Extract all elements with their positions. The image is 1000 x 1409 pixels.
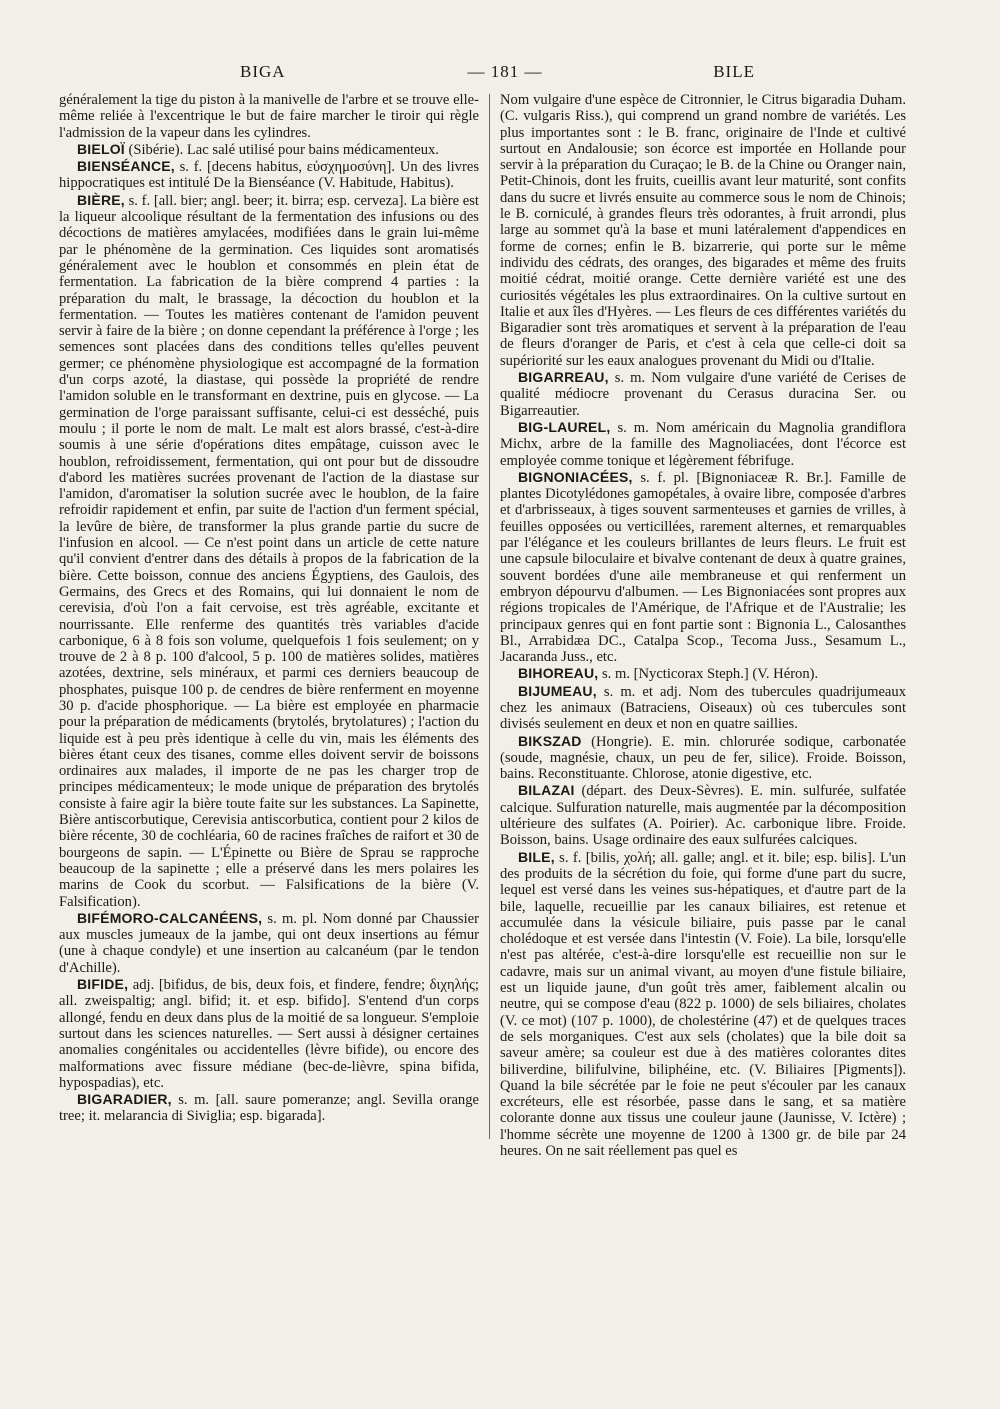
entry-headword: BIELOÏ [77, 140, 125, 157]
entry-text: s. m. Nom américain du Magnolia grandiflora Michx, arbre de la famille des Magnoliacées, dont l'écorce est employée comme tonique et légèrement fébrifuge. [500, 419, 906, 469]
entry-text: s. m. et adj. Nom des tubercules quadrijumeaux chez les animaux (Batraciens, Oiseaux) où ces tubercules sont divisés seulement en deux et non en quatre saillies. [500, 683, 906, 733]
entry-text: s. m. pl. Nom donné par Chaussier aux muscles jumeaux de la jambe, qui ont deux insertions au fémur (une à chaque condyle) et une insertion au calcanéum (par le tendon d'Achille). [59, 910, 479, 976]
entry-text: (Sibérie). Lac salé utilisé pour bains médicamenteux. [124, 141, 439, 158]
entry-headword: BIGARADIER, [77, 1091, 172, 1108]
entry-headword: BIKSZAD [518, 732, 582, 749]
dictionary-entry [59, 910, 479, 976]
dictionary-entry [59, 976, 479, 1091]
entry-headword: BIGARREAU, [518, 369, 609, 386]
entry-continuation [500, 92, 906, 369]
entry-text: s. f. pl. [Bignoniaceæ R. Br.]. Famille de plantes Dicotylédones gamopétales, à ovaire libre, composée d'arbres et d'arbrisseaux, à tiges souvent sarmenteuses et garnies de vrilles, à feuilles opposées ou verticillées, rarement alternes, et remarquables par l'élégance et les couleurs brillantes de leurs fleurs. Le fruit est une capsule biloculaire et bivalve contenant de deux à quatre graines, souvent bordées d'une aile membraneuse et qui renferment un embryon dépourvu d'albumen. — Les Bignoniacées sont propres aux régions tropicales de l'Amérique, de l'Afrique et de l'Australie; les principaux genres qui en font partie sont : Bignonia L., Calosanthes Bl., Arrabidæa DC., Catalpa Scop., Tecoma Juss., Sesamum L., Jacaranda Juss., etc. [500, 469, 906, 666]
entry-text: s. m. [all. saure pomeranze; angl. Sevilla orange tree; it. melarancia di Siviglia; esp. bigarada]. [59, 1092, 479, 1125]
entry-headword: BIG-LAUREL, [518, 418, 611, 435]
entry-headword: BILE, [518, 848, 555, 865]
dictionary-entry [59, 141, 479, 158]
entry-headword: BIJUMEAU, [518, 682, 597, 699]
entry-text: s. f. [decens habitus, εὐσχημοσύνη]. Un des livres hippocratiques est intitulé De la Bienséance (V. Habitude, Habitus). [59, 159, 479, 192]
dictionary-entry [59, 192, 479, 910]
dictionary-entry [500, 733, 906, 783]
entry-text: (départ. des Deux-Sèvres). E. min. sulfurée, sulfatée calcique. Sulfuration naturelle, mais augmentée par la décomposition ultérieure des sulfates (A. Poirier). Ac. carbonique libre. Froide. Boisson, bains. Usage ordinaire des eaux sulfurées calciques. [500, 783, 906, 849]
entry-headword: BIFIDE, [77, 976, 129, 993]
header-left-guide-word: BIGA [240, 62, 286, 81]
running-header [60, 62, 940, 88]
entry-headword: BIFÉMORO-CALCANÉENS, [77, 909, 263, 926]
dictionary-entry [59, 1091, 479, 1125]
entry-text: s. f. [bilis, χολή; all. galle; angl. et it. bile; esp. bilis]. L'un des produits de la sécrétion du foie, qui forme d'une part du sucre, lequel est versé dans les veines sus-hépatiques, et d'autre part de la bile, laquelle, recueillie par les canaux biliaires, est retenue et accumulée dans la vésicule biliaire, puis passe par le canal cholédoque et est versée dans l'intestin (V. Foie). La bile, lorsqu'elle n'est pas altérée, c'est-à-dire lorsqu'elle est recueillie non sur le cadavre, mais sur un animal vivant, au moyen d'une fistule biliaire, est un liquide jaune, d'un goût très amer, faiblement alcalin ou neutre, qui se compose d'eau (822 p. 1000) de sels biliaires, cholates (V. ce mot) (107 p. 1000), de cholestérine (47) et de quelques traces de sels morganiques. C'est aux sels (cholates) que la bile doit sa saveur amère; sa couleur est due à des matières colorantes dites biliverdine, bilifulvine, biliphéine, etc. (V. Biliaires [Pigments]). Quand la bile sécrétée par le foie ne peut s'écouler par les canaux excréteurs, elle est résorbée, passe dans le sang, et sa matière colorante donne aux tissus une couleur jaune (Jaunisse, V. Ictère) ; l'homme sécrète une moyenne de 1200 à 1300 gr. de bile par 24 heures. On ne sait réellement pas quel es [500, 849, 906, 1159]
entry-headword: BIGNONIACÉES, [518, 468, 633, 485]
entry-text: généralement la tige du piston à la manivelle de l'arbre et se trouve elle-même reliée à l'excentrique le but de faire marcher le tiroir qui règle l'admission de la vapeur dans les cylindres. [59, 92, 479, 141]
dictionary-entry [500, 849, 906, 1160]
dictionary-entry [59, 158, 479, 192]
dictionary-entry [500, 469, 906, 666]
entry-text: s. m. Nom vulgaire d'une variété de Cerises de qualité médiocre provenant du Cerasus duracina Ser. ou Bigarreautier. [500, 370, 906, 419]
entry-text: s. m. [Nycticorax Steph.] (V. Héron). [598, 666, 819, 683]
column-divider [489, 94, 490, 1139]
right-column [500, 92, 906, 1409]
entry-headword: BIHOREAU, [518, 665, 599, 682]
dictionary-entry [500, 782, 906, 848]
dictionary-entry [500, 369, 906, 419]
entry-text: (Hongrie). E. min. chlorurée sodique, carbonatée (soude, magnésie, chaux, un peu de fer, silice). Froide. Boisson, bains. Reconstituante. Chlorose, atonie digestive, etc. [500, 733, 906, 783]
entry-headword: BIÈRE, [77, 191, 125, 208]
entry-text: adj. [bifidus, de bis, deux fois, et findere, fendre; διχηλής; all. zweispaltig; angl. bifid; it. et esp. bifido]. S'entend d'un corps allongé, fendu en deux dans plus de la moitié de sa longueur. S'emploie surtout dans les sciences naturelles. — Sert aussi à désigner certaines anomalies congénitales ou accidentelles (lèvre bifide), ou encore des malformations avec fissure médiane (bec-de-lièvre, spina bifida, hypospadias), etc. [59, 977, 479, 1091]
entry-text: Nom vulgaire d'une espèce de Citronnier, le Citrus bigaradia Duham. (C. vulgaris Riss.), qui comprend un grand nombre de variétés. Les plus importantes sont : le B. franc, originaire de l'Inde et cultivé surtout en Andalousie; son écorce est importée en Hollande pour servir à la préparation du Curaçao; le B. de la Chine ou Oranger nain, Petit-Chinois, dont les fruits, cueillis avant leur maturité, sont confits dans du sucre et livrés ensuite au commerce sous le nom de Chinois; le B. corniculé, à grandes fleurs très odorantes, à fruit arrondi, plus large au sommet qu'à la base et muni latéralement d'appendices en forme de cornes; enfin le B. bizarrerie, qui porte sur le même individu des cédrats, des oranges, des bigarades et même des fruits moitié cédrat, moitié orange. Cette dernière variété est une des curiosités végétales les plus extraordinaires. On la cultive surtout en Italie et aux îles d'Hyères. — Les fleurs de ces différentes variétés du Bigaradier sont très aromatiques et servent à la préparation de l'eau de fleurs d'oranger de Paris, et c'est à cela que celle-ci doit sa supériorité sur les eaux analogues provenant du Midi ou d'Italie. [500, 92, 906, 369]
dictionary-entry [500, 419, 906, 469]
entry-headword: BIENSÉANCE, [77, 158, 175, 175]
page-number: — 181 — [467, 62, 543, 81]
header-right-guide-word: BILE [713, 62, 755, 81]
entry-continuation [59, 92, 479, 141]
entry-text: s. f. [all. bier; angl. beer; it. birra; esp. cerveza]. La bière est la liqueur alcoolique résultant de la fermentation des infusions ou des décoctions de matières amylacées, modifiées dans le grain lui-même par le phénomène de la germination. Ces liquides sont aromatisés généralement avec le houblon et consommés en plein état de fermentation. La fabrication de la bière comprend 4 parties : la préparation du malt, le brassage, la décoction du houblon et la fermentation. — Toutes les matières contenant de l'amidon peuvent servir à faire de la bière ; on donne cependant la préférence à l'orge ; les semences sont placées dans des conditions telles qu'elles peuvent germer; ce phénomène physiologique est accompagné de la formation d'un corps azoté, la diastase, qui possède la propriété de rendre l'amidon soluble en le transformant en dextrine, puis en glycose. — La germination de l'orge paraissant suffisante, celui-ci est desséché, puis moulu ; il porte le nom de malt. Le malt est alors brassé, c'est-à-dire soumis à une série d'opérations dites empâtage, cuisson avec le houblon, refroidissement, fermentation, qui ont pour but de dissoudre d'abord les matières sucrées provenant de l'action de la diastase sur l'amidon, d'aromatiser la solution sucrée avec le houblon, de la faire refroidir rapidement et enfin, par suite de l'action d'un ferment spécial, la levûre de bière, de transformer la plus grande partie du sucre de l'infusion en alcool. — Ce n'est point dans un article de cette nature qu'il convient d'entrer dans des détails à propos de la fabrication de la bière. Cette boisson, connue des anciens Égyptiens, des Gaulois, des Germains, des Grecs et des Romains, qui lui donnaient le nom de cerevisia, d'où l'on a fait cervoise, est très agréable, excitante et nourrissante. Elle renferme des quantités très variables d'acide carbonique, 6 à 8 fois son volume, quelquefois 1 fois seulement; on y trouve de 2 à 8 p. 100 d'alcool, 5 p. 100 de matières solides, matières azotées, dextrine, sels minéraux, et parmi ces derniers beaucoup de phosphates, puisque 100 p. de cendres de bière renferment en moyenne 30 p. d'acide phosphorique. — La bière est employée en pharmacie pour la préparation de médicaments (brytolés, brytolatures) ; l'action du liquide est à peu près identique à celle du vin, mais les éléments des bières étant ceux des tisanes, comme elles doivent servir de boissons ordinaires aux malades, il importe de ne pas les charger trop de principes médicamenteux; le mode unique de préparation des brytolés consiste à faire agir la bière toute faite sur les substances. La Sapinette, Bière antiscorbutique, Cerevisia antiscorbutica, contient pour 2 kilos de bière récente, 30 de cochléaria, 60 de racines fraîches de raifort et 30 de bourgeons de sapin. — L'Épinette ou Bière de Sprau se rapproche beaucoup de la sapinette ; elle a préservé dans les mers polaires les marins de Cook du scorbut. — Falsifications de la bière (V. Falsification). [59, 192, 479, 910]
entry-headword: BILAZAI [518, 782, 575, 799]
left-column [59, 92, 479, 1409]
dictionary-entry [500, 683, 906, 733]
dictionary-entry [500, 665, 906, 682]
